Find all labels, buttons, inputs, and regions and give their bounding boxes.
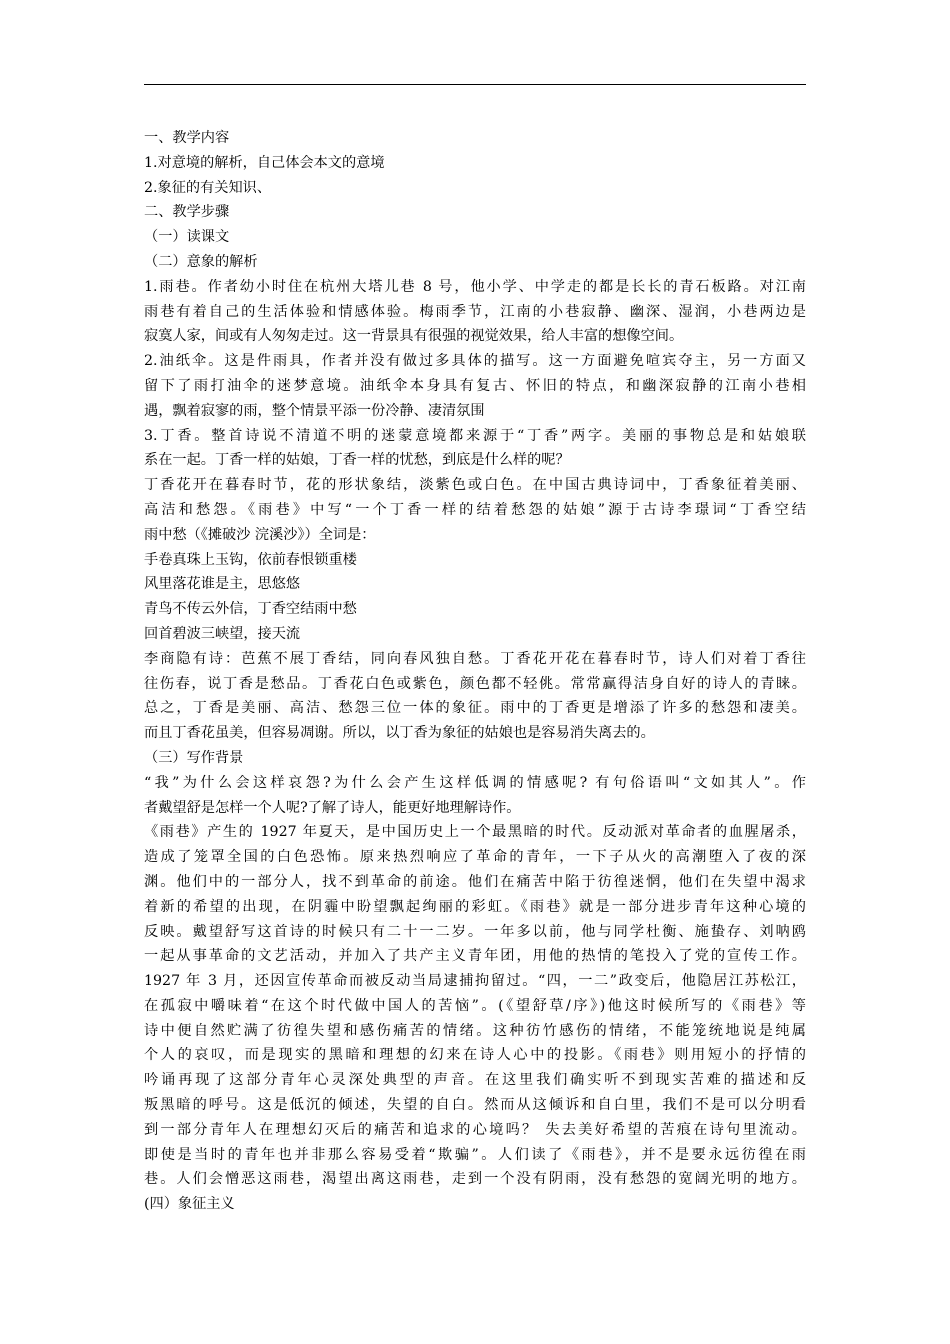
text-line: 丁香花开在暮春时节，花的形状象结，淡紫色或白色。在中国古典诗词中，丁香象征着美丽、	[144, 477, 806, 494]
text-line: 吟诵再现了这部分青年心灵深处典型的声音。在这里我们确实听不到现实苦难的描述和反	[144, 1072, 806, 1089]
text-line: 而且丁香花虽美，但容易凋谢。所以，以丁香为象征的姑娘也是容易消失离去的。	[144, 725, 655, 742]
text-line: 在孤寂中嚼味着“在这个时代做中国人的苦恼”。(《望舒草/序》)他这时候所写的《雨巷》等	[144, 997, 806, 1014]
text-line: 者戴望舒是怎样一个人呢?了解了诗人，能更好地理解诗作。	[144, 799, 521, 816]
text-line: 叛黑暗的呼号。这是低沉的倾述，失望的自白。然而从这倾诉和自白里，我们不是可以分明看	[144, 1097, 806, 1114]
text-line: 高洁和愁怨。《雨巷》中写“一个丁香一样的结着愁怨的姑娘”源于古诗李璟词“丁香空结	[144, 501, 806, 518]
text-line: 即使是当时的青年也并非那么容易受着“欺骗”。人们读了《雨巷》，并不是要永远彷徨在雨	[144, 1146, 806, 1163]
text-line: 巷。人们会憎恶这雨巷，渴望出离这雨巷，走到一个没有阴雨，没有愁怨的宽阔光明的地方。	[144, 1171, 806, 1188]
header-rule	[144, 84, 806, 85]
text-line: 李商隐有诗：芭蕉不展丁香结，同向春风独自愁。丁香花开花在暮春时节，诗人们对着丁香往	[144, 650, 806, 667]
text-line: 一起从事革命的文艺活动，并加入了共产主义青年团，用他的热情的笔投入了党的宣传工作。	[144, 948, 806, 965]
text-line: 总之，丁香是美丽、高洁、愁怨三位一体的象征。雨中的丁香更是增添了许多的愁怨和凄美。	[144, 700, 806, 717]
text-line: 雨中愁（《摊破沙 浣溪沙》）全词是：	[144, 526, 376, 543]
text-line: 反映。戴望舒写这首诗的时候只有二十一二岁。一年多以前，他与同学杜衡、施蛰存、刘呐鸥	[144, 923, 806, 940]
text-line: 造成了笼罩全国的白色恐怖。原来热烈响应了革命的青年，一下子从火的高潮堕入了夜的深	[144, 849, 806, 866]
text-line: 个人的哀叹，而是现实的黑暗和理想的幻来在诗人心中的投影。《雨巷》则用短小的抒情的	[144, 1047, 806, 1064]
text-line: 1.雨巷。作者幼小时住在杭州大塔儿巷 8 号，他小学、中学走的都是长长的青石板路。对江南	[144, 278, 806, 295]
body-text	[144, 126, 806, 1217]
text-line: 《雨巷》产生的 1927 年夏天，是中国历史上一个最黑暗的时代。反动派对革命者的血腥屠杀，	[144, 824, 806, 841]
text-line: 往伤春，说丁香是愁品。丁香花白色或紫色，颜色都不轻佻。常常赢得洁身自好的诗人的青睐。	[144, 675, 806, 692]
text-line: 着新的希望的出现，在阴霾中盼望飘起绚丽的彩虹。《雨巷》就是一部分进步青年这种心境的	[144, 898, 806, 915]
text-line: 3.丁香。整首诗说不清道不明的迷蒙意境都来源于“丁香”两字。美丽的事物总是和姑娘联	[144, 427, 806, 444]
text-line: 2.油纸伞。这是件雨具，作者并没有做过多具体的描写。这一方面避免喧宾夺主，另一方面又	[144, 353, 806, 370]
text-line: 雨巷有着自己的生活体验和情感体验。梅雨季节，江南的小巷寂静、幽深、湿润，小巷两边是	[144, 303, 806, 320]
text-line: （三）写作背景	[144, 749, 244, 766]
text-line: 1927 年 3 月，还因宣传革命而被反动当局逮捕拘留过。“四，一二”政变后，他隐居江苏松江，	[144, 973, 806, 990]
text-line: 渊。他们中的一部分人，找不到革命的前途。他们在痛苦中陷于彷徨迷惘，他们在失望中渴求	[144, 873, 806, 890]
text-line: 诗中便自然贮满了彷徨失望和感伤痛苦的情绪。这种彷竹感伤的情绪，不能笼统地说是纯属	[144, 1022, 806, 1039]
text-line: 系在一起。丁香一样的姑娘，丁香一样的忧愁，到底是什么样的呢？	[144, 452, 570, 469]
text-line: 一、教学内容	[144, 130, 230, 146]
text-line: 2.象征的有关知识、	[144, 179, 272, 196]
text-line: （二）意象的解析	[144, 253, 258, 270]
text-line: 1.对意境的解析，自己体会本文的意境	[144, 154, 385, 171]
text-line: 留下了雨打油伞的迷梦意境。油纸伞本身具有复古、怀旧的特点，和幽深寂静的江南小巷相	[144, 377, 806, 394]
text-line: 二、教学步骤	[144, 204, 230, 221]
text-line: 回首碧波三峡望，接天流	[144, 625, 301, 642]
text-line: 青鸟不传云外信，丁香空结雨中愁	[144, 601, 357, 618]
text-line: 手卷真珠上玉钩，依前春恨锁重楼	[144, 551, 357, 568]
text-line: 寂寞人家，间或有人匆匆走过。这一背景具有很强的视觉效果，给人丰富的想像空间。	[144, 328, 684, 345]
text-line: “我”为什么会这样哀怨?为什么会产生这样低调的情感呢? 有句俗语叫“文如其人”。作	[144, 774, 806, 791]
text-line: (四）象征主义	[144, 1196, 235, 1213]
text-line: 风里落花谁是主，思悠悠	[144, 576, 301, 593]
text-line: 到一部分青年人在理想幻灭后的痛苦和追求的心境吗？ 失去美好希望的苦痕在诗句里流动。	[144, 1121, 806, 1138]
text-line: （一）读课文	[144, 229, 230, 246]
text-line: 遇，飘着寂寥的雨，整个情景平添一份冷静、凄清氛围	[144, 402, 485, 419]
